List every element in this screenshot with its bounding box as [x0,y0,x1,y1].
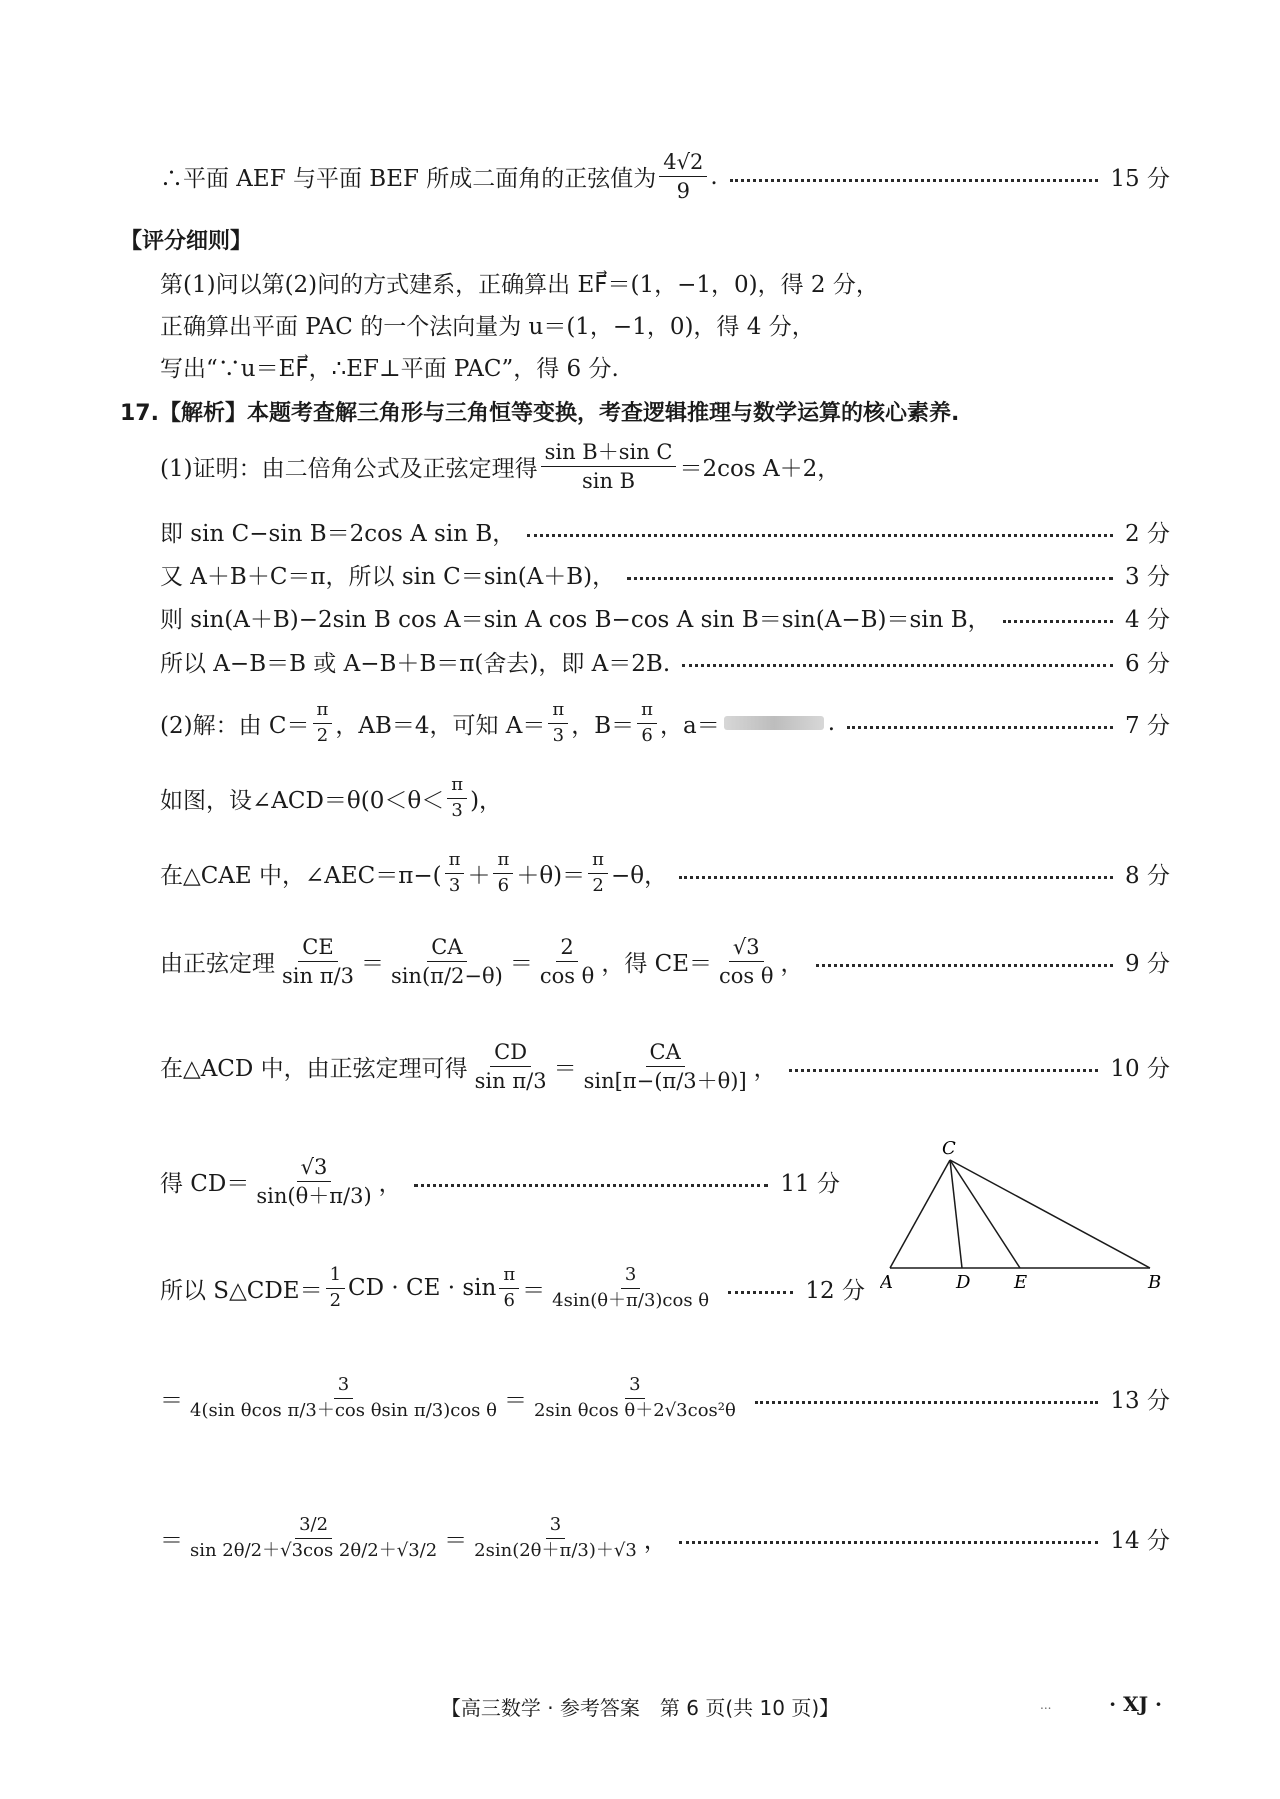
label-e: E [1014,1272,1028,1293]
page-footer: 【高三数学 · 参考答案 第 6 页(共 10 页)】 [440,1696,840,1720]
label-a: A [880,1272,893,1293]
sine-fraction: $\frac{4√2}{9}$ [659,150,707,203]
score-label: 15 分 [1110,166,1170,193]
rubric-line-3: 写出“∵u＝EF⃗，∴EF⊥平面 PAC”，得 6 分. [160,356,619,382]
footer-code: · XJ · [1109,1692,1162,1716]
step-10: 在△ACD 中，由正弦定理可得 $\frac{CD}{\text{sin π/3}}$ ＝ $\frac{CA}{\sin[\pi-(\pi/3+\theta)]}$ ， 10 分 [160,1040,1170,1094]
sine-ratio-fraction: $\frac{\text{sin B＋sin C}}{\text{sin B}}$ [541,440,677,493]
step-11: 得 CD＝ $\frac{√3}{\sin(\theta+\pi/3)}$ ， 11 分 [160,1155,840,1209]
step-3: 又 A＋B＋C＝π，所以 sin C＝sin(A＋B)， 3 分 [160,564,1170,590]
label-d: D [956,1272,971,1293]
rubric-heading: 【评分细则】 [120,229,253,254]
side-cb [950,1160,1150,1268]
triangle-diagram [880,1130,1180,1310]
side-ac [890,1160,950,1268]
conclusion-text: ∴平面 AEF 与平面 BEF 所成二面角的正弦值为 [160,166,657,193]
redacted-value [724,716,824,730]
rubric-line-2: 正确算出平面 PAC 的一个法向量为 u＝(1，−1，0)，得 4 分， [160,314,815,340]
step-12: 所以 S△CDE＝ $\frac{1}{2}$ CD · CE · sin $\frac{\pi}{6}$ ＝ $\frac{3}{\text{4sin(θ＋π/3)cos θ}}$ 12 分 [160,1264,865,1311]
label-c: C [942,1138,956,1159]
step-9: 由正弦定理 $\frac{CE}{\text{sin π/3}}$ ＝ $\frac{CA}{\sin(\pi/2-\theta)}$ ＝ $\frac{2}{\text{cos θ}}$ ，得 CE＝ $\frac{√3}{\text{cos θ}}$ ， 9 分 [160,935,1170,989]
label-b: B [1148,1272,1162,1293]
setup-line: 如图，设∠ACD＝θ(0＜θ＜ $\frac{\pi}{3}$ )， [160,774,503,821]
rubric-line-1: 第(1)问以第(2)问的方式建系，正确算出 EF⃗＝(1，−1，0)，得 2 分， [160,272,879,298]
step-7: (2)解：由 C＝ $\frac{\pi}{2}$ ，AB＝4，可知 A＝ $\frac{\pi}{3}$ ，B＝ $\frac{\pi}{6}$ ，a＝ . 7 分 [160,699,1170,746]
step-8: 在△CAE 中，∠AEC＝π−( $\frac{\pi}{3}$ ＋ $\frac{\pi}{6}$ ＋θ)＝ $\frac{\pi}{2}$ −θ， 8 分 [160,849,1170,896]
step-4: 则 sin(A＋B)−2sin B cos A＝sin A cos B−cos A sin B＝sin(A−B)＝sin B， 4 分 [160,607,1170,633]
step-13: ＝ $\frac{3}{\text{4(sin θcos π/3＋cos θsin π/3)cos θ}}$ ＝ $\frac{3}{\text{2sin θcos θ＋2√3cos²θ}}$ 13 分 [160,1374,1170,1421]
proof-start: (1)证明：由二倍角公式及正弦定理得 $\frac{\text{sin B＋sin C}}{\text{sin B}}$ ＝2cos A＋2， [160,440,841,494]
question-17-heading: 17.【解析】本题考查解三角形与三角恒等变换，考查逻辑推理与数学运算的核心素养. [120,401,960,426]
leader-dots [730,179,1099,182]
step-14: ＝ $\frac{3/2}{\sin 2\theta/2+√3\cos 2\theta/2+√3/2}$ ＝ $\frac{3}{2\sin(2\theta+\pi/3)+√3}$ ， 14 分 [160,1514,1170,1561]
footer-mark-small: ... [1040,1698,1052,1712]
conclusion-line: ∴平面 AEF 与平面 BEF 所成二面角的正弦值为 $\frac{4√2}{9}$ . 15 分 [160,150,1170,204]
step-2: 即 sin C−sin B＝2cos A sin B， 2 分 [160,521,1170,547]
step-6: 所以 A−B＝B 或 A−B＋B＝π(舍去)，即 A＝2B. 6 分 [160,651,1170,677]
